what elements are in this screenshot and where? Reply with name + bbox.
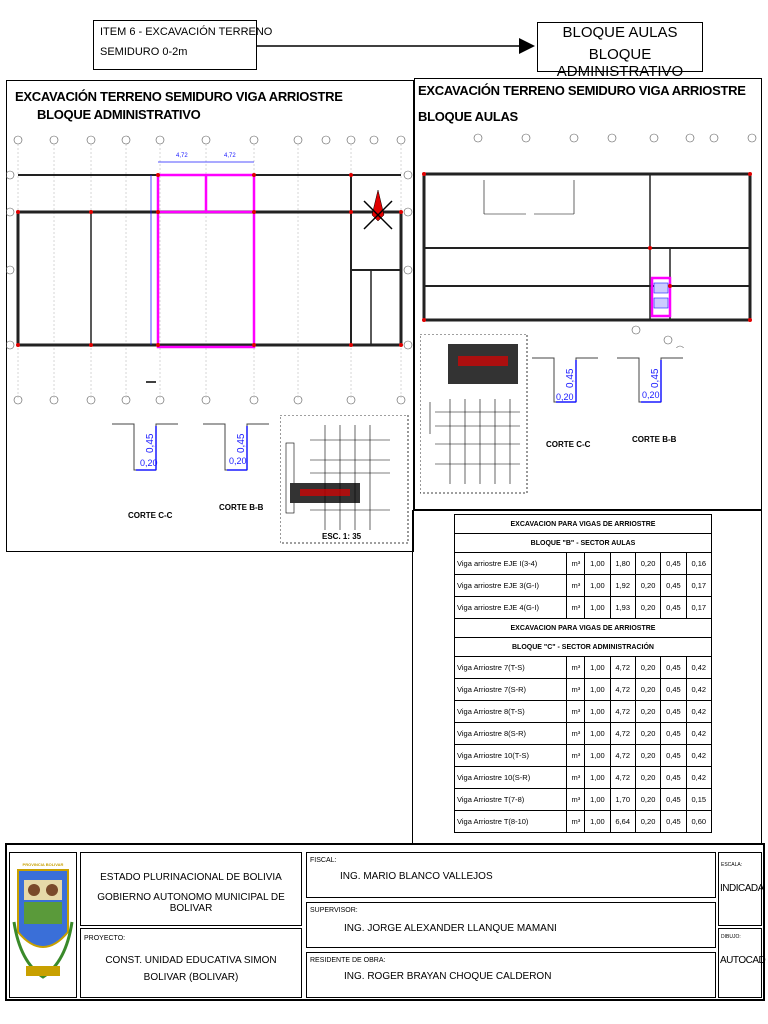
table-row [455, 701, 712, 723]
cell-n: 1,00 [585, 745, 610, 767]
cell-w: 0,20 [635, 745, 660, 767]
escala-value: INDICADA [720, 883, 764, 894]
header-item-line2: SEMIDURO 0-2m [100, 46, 188, 58]
cell-h: 0,45 [661, 789, 686, 811]
cell-l: 4,72 [610, 701, 635, 723]
right-bb-dim-020: 0,20 [642, 390, 660, 400]
table-c-header1: EXCAVACION PARA VIGAS DE ARRIOSTRE [455, 619, 712, 638]
cell-h: 0,45 [661, 597, 686, 619]
right-floor-plan [414, 128, 762, 348]
cell-unit: m³ [567, 701, 585, 723]
cell-w: 0,20 [635, 811, 660, 833]
cell-unit: m³ [567, 767, 585, 789]
fiscal-name: ING. MARIO BLANCO VALLEJOS [340, 871, 493, 882]
cell-h: 0,45 [661, 745, 686, 767]
cell-n: 1,00 [585, 597, 610, 619]
entity-line2: GOBIERNO AUTONOMO MUNICIPAL DE BOLIVAR [97, 892, 285, 914]
dibujo-value: AUTOCAD [720, 955, 766, 966]
left-cc-dim-020: 0,20 [140, 458, 158, 468]
table-row [455, 723, 712, 745]
left-bb-dim-020: 0,20 [229, 456, 247, 466]
cell-n: 1,00 [585, 553, 610, 575]
table-row [455, 597, 712, 619]
cell-n: 1,00 [585, 767, 610, 789]
header-target-line2: BLOQUE ADMINISTRATIVO [556, 46, 684, 80]
cell-w: 0,20 [635, 553, 660, 575]
cell-total: 0,42 [686, 745, 711, 767]
cell-l: 4,72 [610, 657, 635, 679]
table-row [455, 789, 712, 811]
proyecto-line1: CONST. UNIDAD EDUCATIVA SIMON [105, 955, 277, 966]
left-cc-dim-045: 0,45 [145, 433, 156, 453]
cell-l: 1,70 [610, 789, 635, 811]
cell-unit: m³ [567, 657, 585, 679]
cell-l: 4,72 [610, 723, 635, 745]
cell-n: 1,00 [585, 657, 610, 679]
right-detail-drawing [420, 334, 528, 494]
right-plan-subtitle: BLOQUE AULAS [418, 109, 518, 124]
table-row [455, 767, 712, 789]
left-plan-subtitle: BLOQUE ADMINISTRATIVO [37, 107, 201, 122]
cell-l: 4,72 [610, 745, 635, 767]
escala-label: ESCALA: [721, 862, 743, 868]
header-target-line1: BLOQUE AULAS [562, 24, 678, 41]
cell-unit: m³ [567, 723, 585, 745]
cell-h: 0,45 [661, 553, 686, 575]
cell-desc: Viga Arriostre 7(T-S) [455, 657, 567, 679]
cell-unit: m³ [567, 679, 585, 701]
table-row [455, 657, 712, 679]
entity-box [80, 852, 302, 926]
left-corte-bb-label: CORTE B-B [219, 503, 264, 512]
cell-w: 0,20 [635, 723, 660, 745]
cell-w: 0,20 [635, 789, 660, 811]
left-dim-label-1: 4,72 [176, 153, 188, 159]
cell-total: 0,42 [686, 657, 711, 679]
left-plan-title: EXCAVACIÓN TERRENO SEMIDURO VIGA ARRIOSTRE [15, 89, 343, 104]
proyecto-label: PROYECTO: [84, 935, 126, 942]
cell-h: 0,45 [661, 657, 686, 679]
cell-desc: Viga Arriostre 8(T-S) [455, 701, 567, 723]
cell-unit: m³ [567, 597, 585, 619]
header-arrow [257, 36, 537, 56]
logo-banner-text: PROVINCIA BOLIVAR [22, 862, 64, 867]
cell-desc: Viga arriostre EJE I(3-4) [455, 553, 567, 575]
cell-unit: m³ [567, 789, 585, 811]
municipal-logo-icon [12, 862, 74, 992]
quantity-table [454, 514, 712, 833]
cell-desc: Viga Arriostre 8(S-R) [455, 723, 567, 745]
cell-l: 1,92 [610, 575, 635, 597]
cell-h: 0,45 [661, 767, 686, 789]
cell-h: 0,45 [661, 679, 686, 701]
fiscal-label: FISCAL: [310, 857, 337, 864]
cell-n: 1,00 [585, 811, 610, 833]
cell-total: 0,42 [686, 701, 711, 723]
table-b-header2: BLOQUE "B" - SECTOR AULAS [455, 534, 712, 553]
residente-name: ING. ROGER BRAYAN CHOQUE CALDERON [344, 971, 552, 982]
cell-total: 0,42 [686, 767, 711, 789]
cell-desc: Viga arriostre EJE 4(G-I) [455, 597, 567, 619]
cell-n: 1,00 [585, 679, 610, 701]
cell-w: 0,20 [635, 597, 660, 619]
supervisor-label: SUPERVISOR: [310, 907, 358, 914]
table-row [455, 679, 712, 701]
left-dim-label-2: 4,72 [224, 153, 236, 159]
cell-total: 0,17 [686, 597, 711, 619]
residente-label: RESIDENTE DE OBRA: [310, 957, 386, 964]
cell-total: 0,42 [686, 679, 711, 701]
cell-total: 0,15 [686, 789, 711, 811]
cell-desc: Viga Arriostre 10(S-R) [455, 767, 567, 789]
left-detail-drawing [280, 415, 410, 545]
cell-w: 0,20 [635, 657, 660, 679]
cell-desc: Viga Arriostre 10(T-S) [455, 745, 567, 767]
left-floor-plan [6, 130, 414, 420]
cell-desc: Viga arriostre EJE 3(G-I) [455, 575, 567, 597]
right-cc-dim-020: 0,20 [556, 392, 574, 402]
cell-w: 0,20 [635, 575, 660, 597]
left-axis-markers-top [14, 136, 405, 144]
left-north-arrow-icon [364, 190, 392, 229]
cell-unit: m³ [567, 553, 585, 575]
cell-total: 0,16 [686, 553, 711, 575]
cell-unit: m³ [567, 575, 585, 597]
cell-desc: Viga Arriostre T(8-10) [455, 811, 567, 833]
left-scale-label: ESC. 1: 35 [322, 532, 362, 541]
right-bb-dim-045: 0,45 [650, 368, 661, 388]
cell-desc: Viga Arriostre 7(S-R) [455, 679, 567, 701]
cell-total: 0,17 [686, 575, 711, 597]
cell-w: 0,20 [635, 679, 660, 701]
proyecto-line2: BOLIVAR (BOLIVAR) [143, 972, 239, 983]
header-item-line1: ITEM 6 - EXCAVACIÓN TERRENO [100, 26, 273, 38]
table-b-header1: EXCAVACION PARA VIGAS DE ARRIOSTRE [455, 515, 712, 534]
dibujo-label: DIBUJO: [721, 934, 741, 940]
right-corte-bb-label: CORTE B-B [632, 435, 677, 444]
cell-l: 4,72 [610, 767, 635, 789]
cell-l: 6,64 [610, 811, 635, 833]
table-row [455, 575, 712, 597]
cell-l: 1,80 [610, 553, 635, 575]
cell-unit: m³ [567, 811, 585, 833]
right-cc-dim-045: 0,45 [565, 368, 576, 388]
supervisor-name: ING. JORGE ALEXANDER LLANQUE MAMANI [344, 923, 557, 934]
cell-n: 1,00 [585, 789, 610, 811]
table-row [455, 811, 712, 833]
cell-n: 1,00 [585, 575, 610, 597]
cell-total: 0,42 [686, 723, 711, 745]
left-corte-cc-label: CORTE C-C [128, 511, 173, 520]
cell-total: 0,60 [686, 811, 711, 833]
cell-unit: m³ [567, 745, 585, 767]
cell-w: 0,20 [635, 767, 660, 789]
table-row [455, 553, 712, 575]
cell-l: 4,72 [610, 679, 635, 701]
table-row [455, 745, 712, 767]
cell-n: 1,00 [585, 723, 610, 745]
cell-h: 0,45 [661, 575, 686, 597]
cell-l: 1,93 [610, 597, 635, 619]
cell-h: 0,45 [661, 811, 686, 833]
right-plan-title: EXCAVACIÓN TERRENO SEMIDURO VIGA ARRIOSTRE [418, 83, 746, 98]
cell-w: 0,20 [635, 701, 660, 723]
right-corte-cc-label: CORTE C-C [546, 440, 591, 449]
cell-h: 0,45 [661, 701, 686, 723]
cell-desc: Viga Arriostre T(7-8) [455, 789, 567, 811]
table-c-header2: BLOQUE "C" - SECTOR ADMINISTRACIÓN [455, 638, 712, 657]
cell-n: 1,00 [585, 701, 610, 723]
entity-line1: ESTADO PLURINACIONAL DE BOLIVIA [100, 872, 282, 883]
left-bb-dim-045: 0,45 [236, 433, 247, 453]
cell-h: 0,45 [661, 723, 686, 745]
